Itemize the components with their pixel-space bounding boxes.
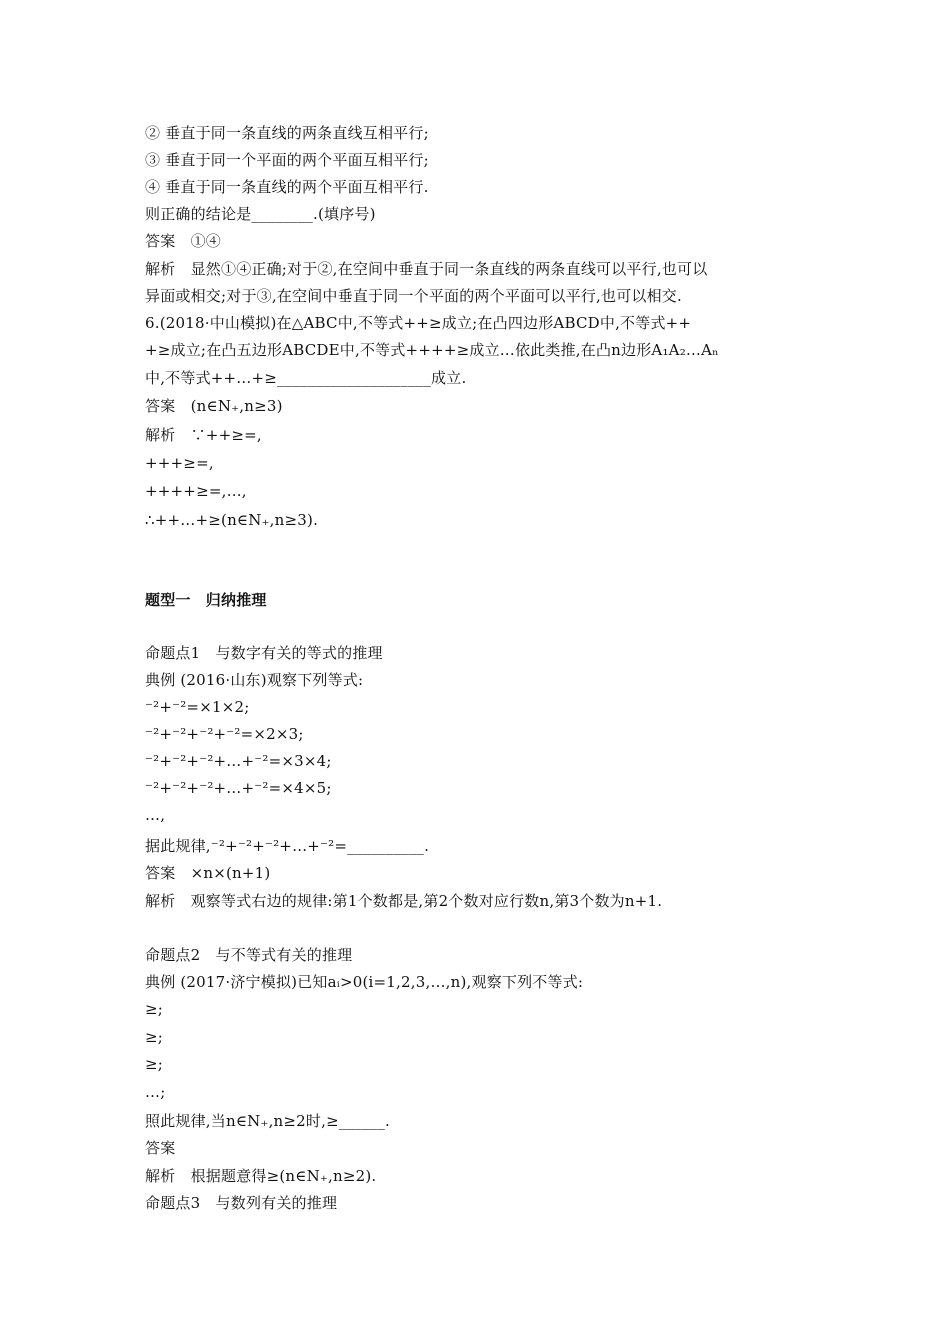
inequality-1: ≥; (145, 1000, 164, 1018)
analysis-6-line-2: +++≥=, (145, 454, 214, 472)
example-2-intro: 典例 (2017·济宁模拟)已知aᵢ>0(i=1,2,3,…,n),观察下列不等式: (145, 973, 584, 991)
equation-2: ⁻²+⁻²+⁻²+⁻²=×2×3; (145, 725, 304, 743)
inequality-3: ≥; (145, 1055, 164, 1073)
equation-4: ⁻²+⁻²+⁻²+…+⁻²=×4×5; (145, 779, 332, 797)
analysis-6-line-1: 解析 ∵++≥=, (145, 426, 262, 444)
topic-2-title: 命题点2 与不等式有关的推理 (145, 946, 353, 964)
example-1-question: 据此规律,⁻²+⁻²+⁻²+…+⁻²=__________. (145, 837, 430, 855)
example-1-intro: 典例 (2016·山东)观察下列等式: (145, 671, 364, 689)
inequality-2: ≥; (145, 1028, 164, 1046)
answer-example-2: 答案 (145, 1139, 176, 1157)
analysis-5-line-1: 解析 显然①④正确;对于②,在空间中垂直于同一条直线的两条直线可以平行,也可以 (145, 260, 708, 278)
answer-example-1: 答案 ×n×(n+1) (145, 864, 271, 882)
question-prompt: 则正确的结论是________.(填序号) (145, 205, 376, 223)
problem-6-line-3: 中,不等式++…+≥____________________成立. (145, 369, 467, 387)
topic-1-title: 命题点1 与数字有关的等式的推理 (145, 644, 383, 662)
inequality-ellipsis: …; (145, 1083, 166, 1101)
analysis-example-1: 解析 观察等式右边的规律:第1个数都是,第2个数对应行数n,第3个数为n+1. (145, 892, 663, 910)
analysis-6-line-4: ∴++…+≥(n∈N₊,n≥3). (145, 511, 319, 529)
equation-3: ⁻²+⁻²+⁻²+…+⁻²=×3×4; (145, 752, 332, 770)
statement-3: ③ 垂直于同一个平面的两个平面互相平行; (145, 151, 429, 169)
analysis-6-line-3: ++++≥=,…, (145, 482, 247, 500)
equation-1: ⁻²+⁻²=×1×2; (145, 698, 250, 716)
analysis-example-2: 解析 根据题意得≥(n∈N₊,n≥2). (145, 1167, 377, 1185)
answer-5: 答案 ①④ (145, 232, 222, 250)
section-heading: 题型一 归纳推理 (145, 591, 267, 609)
example-2-question: 照此规律,当n∈N₊,n≥2时,≥______. (145, 1112, 391, 1130)
statement-2: ② 垂直于同一条直线的两条直线互相平行; (145, 124, 429, 142)
problem-6-line-2: +≥成立;在凸五边形ABCDE中,不等式++++≥成立…依此类推,在凸n边形A₁A₂…Aₙ (145, 341, 719, 359)
answer-6: 答案 (n∈N₊,n≥3) (145, 397, 283, 415)
statement-4: ④ 垂直于同一条直线的两个平面互相平行. (145, 178, 429, 196)
problem-6-line-1: 6.(2018·中山模拟)在△ABC中,不等式++≥成立;在凸四边形ABCD中,不等式++ (145, 314, 692, 332)
topic-3-title: 命题点3 与数列有关的推理 (145, 1194, 338, 1212)
equation-ellipsis: …, (145, 806, 166, 824)
analysis-5-line-2: 异面或相交;对于③,在空间中垂直于同一个平面的两个平面可以平行,也可以相交. (145, 287, 682, 305)
